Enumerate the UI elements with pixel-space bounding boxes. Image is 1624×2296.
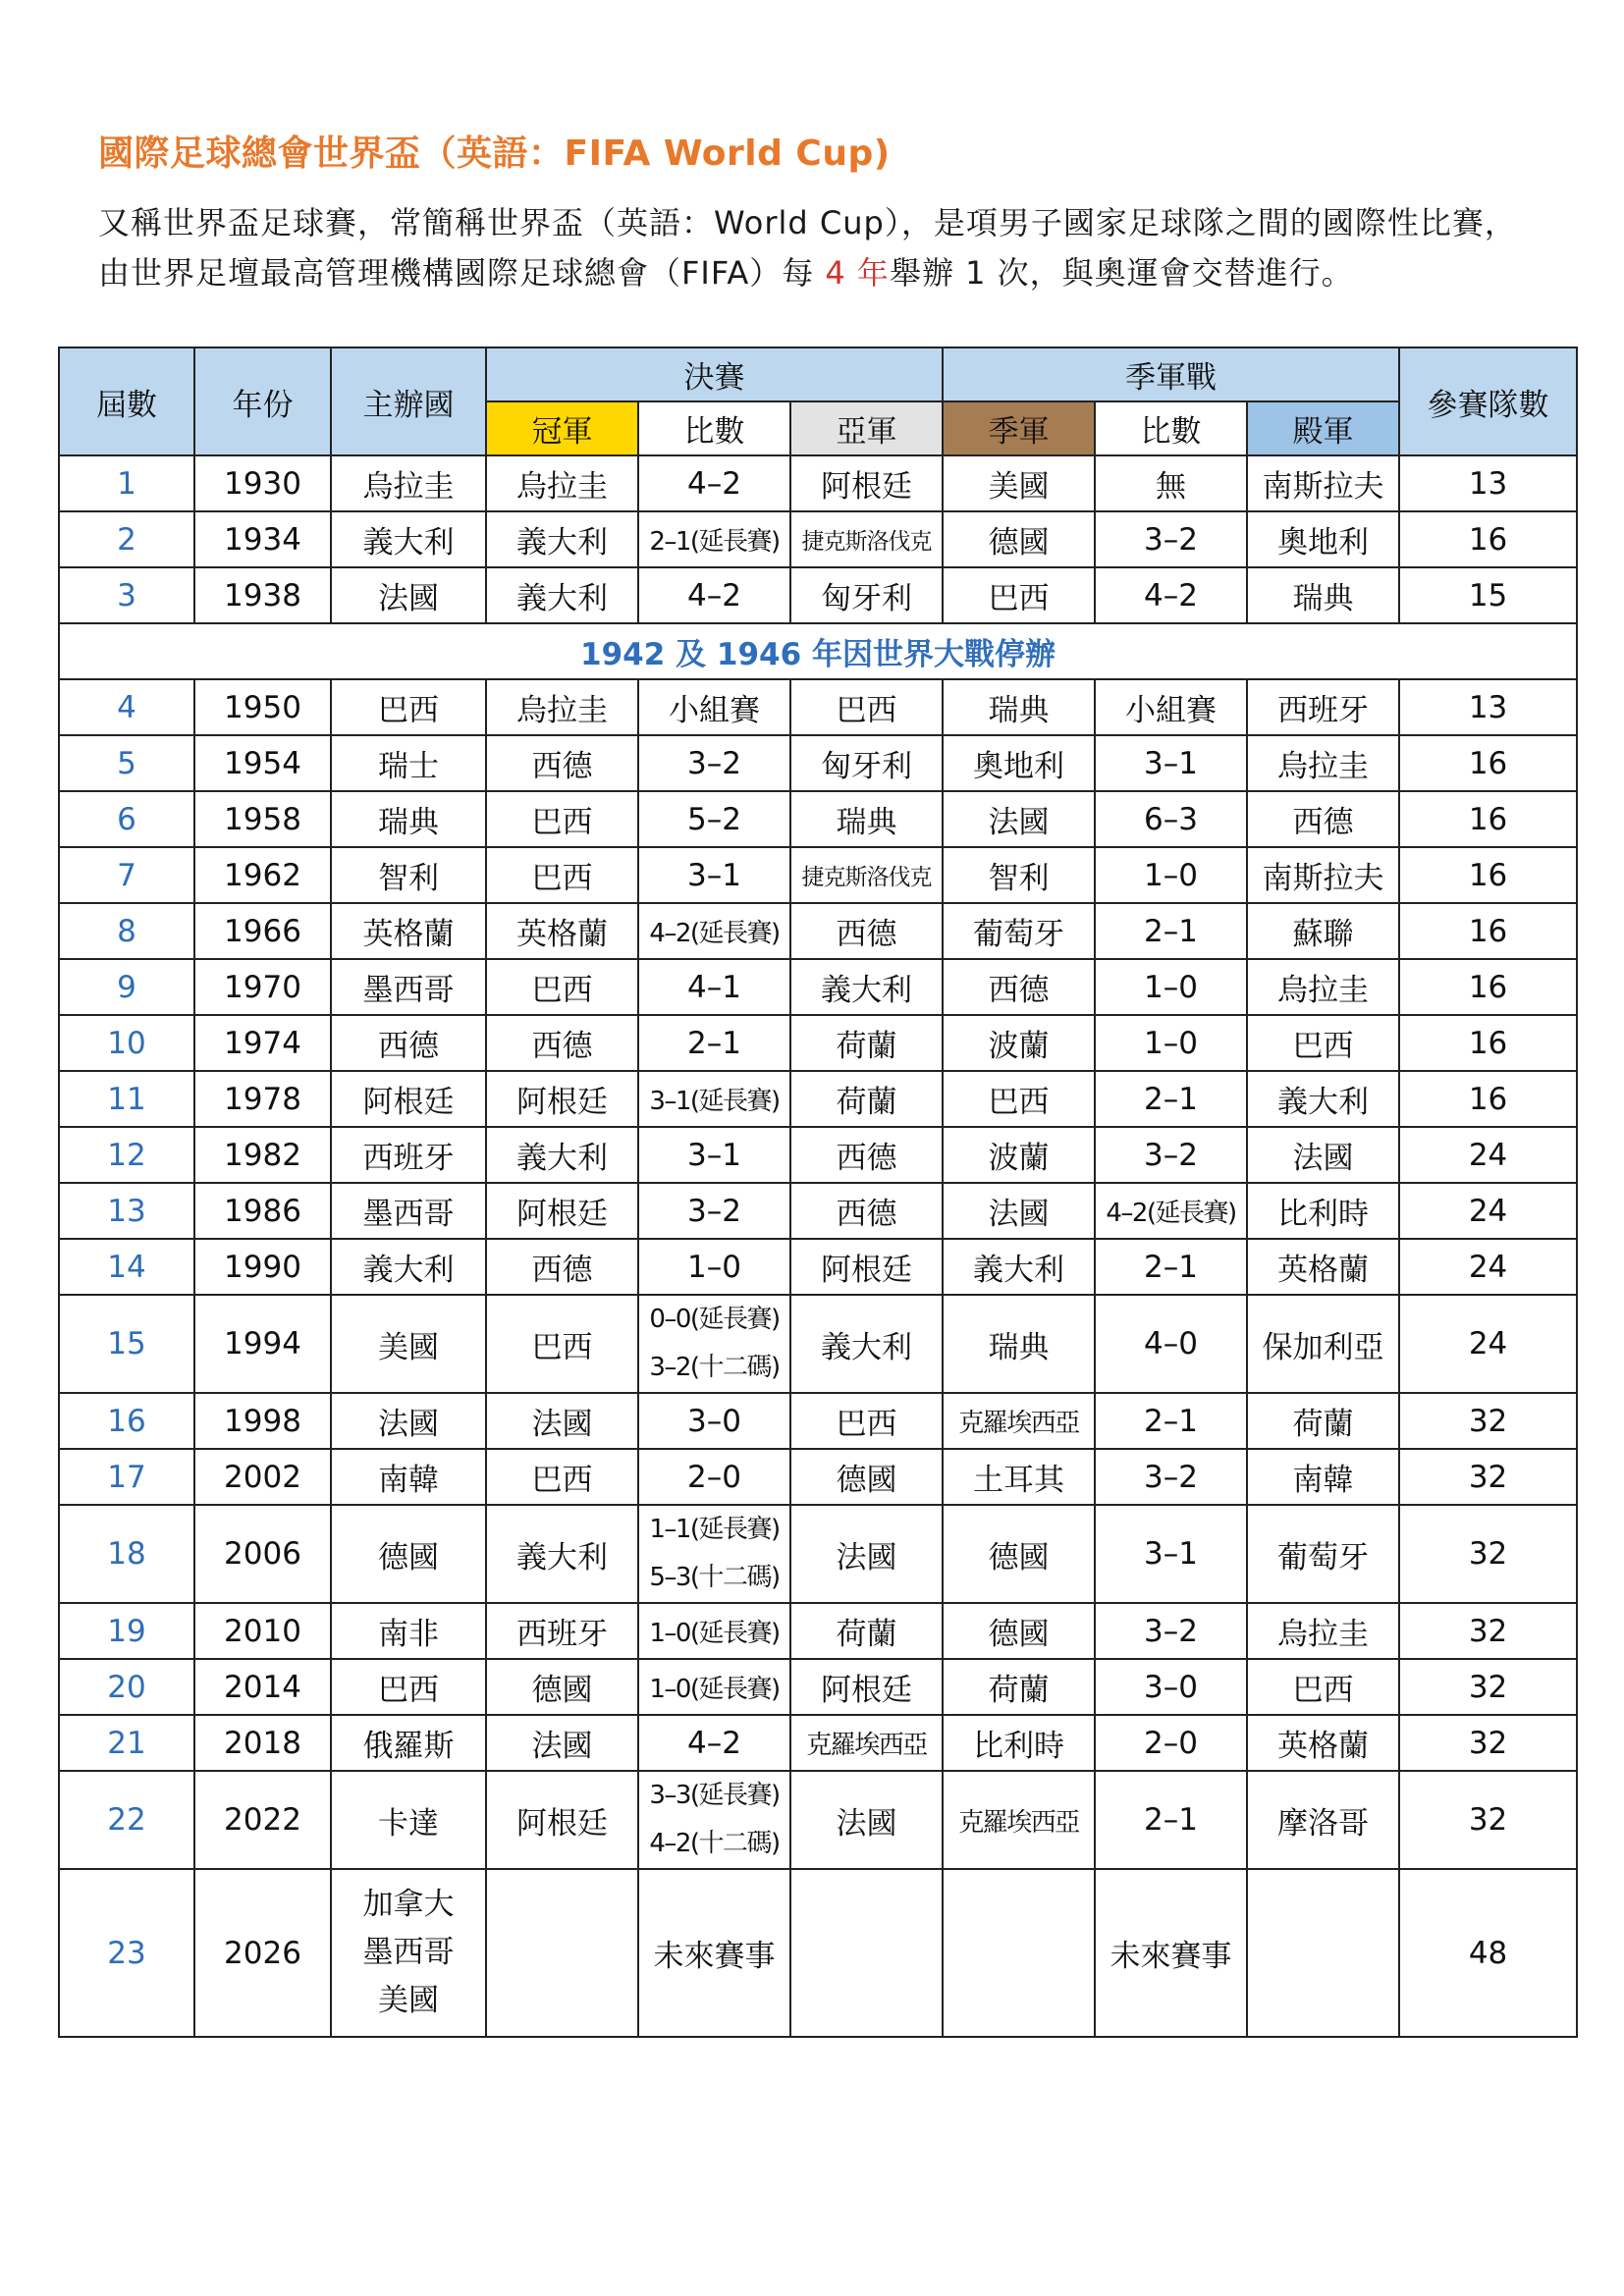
table-body — [59, 455, 1577, 2037]
fourth-cell: 英格蘭 — [1247, 1239, 1399, 1295]
edition-cell: 4 — [59, 679, 194, 735]
notice-row — [59, 623, 1577, 679]
intro-line-2 — [98, 248, 1551, 298]
edition-cell: 9 — [59, 959, 194, 1015]
edition-cell: 18 — [59, 1505, 194, 1603]
third-cell: 波蘭 — [943, 1127, 1095, 1183]
score-cell: 4–1 — [638, 959, 790, 1015]
header-edition: 屆數 — [59, 347, 194, 455]
edition-cell: 14 — [59, 1239, 194, 1295]
score2-cell: 3–2 — [1095, 1127, 1247, 1183]
edition-cell: 23 — [59, 1869, 194, 2037]
score-cell: 1–0(延長賽) — [638, 1659, 790, 1715]
edition-cell: 10 — [59, 1015, 194, 1071]
teams-cell: 32 — [1399, 1505, 1577, 1603]
table-row — [59, 1505, 1577, 1603]
header-teams: 參賽隊數 — [1399, 347, 1577, 455]
edition-cell: 12 — [59, 1127, 194, 1183]
year-cell: 1962 — [194, 847, 331, 903]
score2-cell: 6–3 — [1095, 791, 1247, 847]
edition-cell: 19 — [59, 1603, 194, 1659]
intro-line-2-start: 由世界足壇最高管理機構國際足球總會（FIFA）每 — [98, 254, 826, 292]
year-cell: 1950 — [194, 679, 331, 735]
host-cell: 墨西哥 — [331, 959, 486, 1015]
runner-up-cell: 西德 — [790, 1183, 943, 1239]
fourth-cell: 蘇聯 — [1247, 903, 1399, 959]
fourth-cell: 英格蘭 — [1247, 1715, 1399, 1771]
runner-up-cell — [790, 1869, 943, 2037]
champion-cell: 法國 — [486, 1393, 638, 1449]
table-row — [59, 1295, 1577, 1393]
score-cell: 2–1 — [638, 1015, 790, 1071]
table-row — [59, 847, 1577, 903]
host-cell: 西班牙 — [331, 1127, 486, 1183]
fourth-cell: 摩洛哥 — [1247, 1771, 1399, 1869]
fourth-cell: 西班牙 — [1247, 679, 1399, 735]
host-cell: 瑞士 — [331, 735, 486, 791]
header-score: 比數 — [638, 401, 790, 455]
score2-cell: 4–0 — [1095, 1295, 1247, 1393]
runner-up-cell: 法國 — [790, 1771, 943, 1869]
notice-cell: 1942 及 1946 年因世界大戰停辦 — [59, 623, 1577, 679]
fourth-cell: 比利時 — [1247, 1183, 1399, 1239]
score-cell: 5–2 — [638, 791, 790, 847]
third-cell: 法國 — [943, 791, 1095, 847]
score2-cell: 2–1 — [1095, 1071, 1247, 1127]
third-cell: 瑞典 — [943, 1295, 1095, 1393]
host-cell: 巴西 — [331, 1659, 486, 1715]
table-row — [59, 1071, 1577, 1127]
edition-cell: 13 — [59, 1183, 194, 1239]
table-row — [59, 1449, 1577, 1505]
third-cell: 荷蘭 — [943, 1659, 1095, 1715]
header-fourth: 殿軍 — [1247, 401, 1399, 455]
host-cell: 法國 — [331, 1393, 486, 1449]
teams-cell: 16 — [1399, 903, 1577, 959]
third-cell: 波蘭 — [943, 1015, 1095, 1071]
host-cell: 烏拉圭 — [331, 455, 486, 511]
teams-cell: 32 — [1399, 1603, 1577, 1659]
teams-cell: 16 — [1399, 1071, 1577, 1127]
edition-cell: 1 — [59, 455, 194, 511]
champion-cell: 義大利 — [486, 1127, 638, 1183]
third-cell: 比利時 — [943, 1715, 1095, 1771]
stacked-line: 0–0(延長賽) — [649, 1305, 780, 1334]
teams-cell: 24 — [1399, 1183, 1577, 1239]
host-cell: 義大利 — [331, 511, 486, 567]
edition-cell: 15 — [59, 1295, 194, 1393]
score-cell: 3–2 — [638, 735, 790, 791]
table-row — [59, 1659, 1577, 1715]
host-cell: 西德 — [331, 1015, 486, 1071]
score-cell — [638, 1295, 790, 1393]
teams-cell: 32 — [1399, 1715, 1577, 1771]
runner-up-cell: 匈牙利 — [790, 735, 943, 791]
champion-cell: 巴西 — [486, 847, 638, 903]
score-cell: 3–2 — [638, 1183, 790, 1239]
table-header — [59, 347, 1577, 455]
fourth-cell: 西德 — [1247, 791, 1399, 847]
stacked-line: 5–3(十二碼) — [649, 1563, 780, 1592]
score-cell: 4–2 — [638, 1715, 790, 1771]
table-row — [59, 1183, 1577, 1239]
score2-cell: 1–0 — [1095, 847, 1247, 903]
champion-cell: 阿根廷 — [486, 1071, 638, 1127]
edition-cell: 5 — [59, 735, 194, 791]
edition-cell: 20 — [59, 1659, 194, 1715]
teams-cell: 24 — [1399, 1127, 1577, 1183]
champion-cell: 義大利 — [486, 1505, 638, 1603]
table-row — [59, 679, 1577, 735]
teams-cell: 48 — [1399, 1869, 1577, 2037]
fourth-cell — [1247, 1869, 1399, 2037]
table-row — [59, 1715, 1577, 1771]
header-score-2: 比數 — [1095, 401, 1247, 455]
page-title: 國際足球總會世界盃（英語：FIFA World Cup) — [98, 133, 891, 174]
year-cell: 1930 — [194, 455, 331, 511]
runner-up-cell: 巴西 — [790, 1393, 943, 1449]
champion-cell: 巴西 — [486, 791, 638, 847]
score-cell: 4–2 — [638, 567, 790, 623]
champion-cell — [486, 1869, 638, 2037]
score-cell: 小組賽 — [638, 679, 790, 735]
table-row — [59, 959, 1577, 1015]
runner-up-cell: 義大利 — [790, 1295, 943, 1393]
year-cell: 1998 — [194, 1393, 331, 1449]
fourth-cell: 南韓 — [1247, 1449, 1399, 1505]
champion-cell: 巴西 — [486, 1449, 638, 1505]
champion-cell: 英格蘭 — [486, 903, 638, 959]
host-cell: 美國 — [331, 1295, 486, 1393]
header-final: 決賽 — [486, 347, 943, 401]
year-cell: 1986 — [194, 1183, 331, 1239]
year-cell: 2002 — [194, 1449, 331, 1505]
year-cell: 1938 — [194, 567, 331, 623]
fourth-cell: 葡萄牙 — [1247, 1505, 1399, 1603]
score2-cell: 1–0 — [1095, 959, 1247, 1015]
third-cell: 法國 — [943, 1183, 1095, 1239]
runner-up-cell: 阿根廷 — [790, 1239, 943, 1295]
fourth-cell: 巴西 — [1247, 1015, 1399, 1071]
header-host: 主辦國 — [331, 347, 486, 455]
runner-up-cell: 阿根廷 — [790, 455, 943, 511]
champion-cell: 西班牙 — [486, 1603, 638, 1659]
host-cell: 俄羅斯 — [331, 1715, 486, 1771]
header-runner-up: 亞軍 — [790, 401, 943, 455]
stacked-line: 墨西哥 — [362, 1935, 455, 1970]
score2-cell: 3–1 — [1095, 735, 1247, 791]
score-cell — [638, 1505, 790, 1603]
year-cell: 1974 — [194, 1015, 331, 1071]
score-cell: 1–0(延長賽) — [638, 1603, 790, 1659]
fourth-cell: 法國 — [1247, 1127, 1399, 1183]
runner-up-cell: 德國 — [790, 1449, 943, 1505]
score2-cell: 3–1 — [1095, 1505, 1247, 1603]
third-cell: 瑞典 — [943, 679, 1095, 735]
teams-cell: 16 — [1399, 1015, 1577, 1071]
teams-cell: 16 — [1399, 847, 1577, 903]
host-cell: 阿根廷 — [331, 1071, 486, 1127]
header-year: 年份 — [194, 347, 331, 455]
runner-up-cell: 捷克斯洛伐克 — [790, 847, 943, 903]
score-cell: 4–2 — [638, 455, 790, 511]
year-cell: 1934 — [194, 511, 331, 567]
fourth-cell: 保加利亞 — [1247, 1295, 1399, 1393]
score2-cell: 3–2 — [1095, 511, 1247, 567]
host-cell: 智利 — [331, 847, 486, 903]
runner-up-cell: 荷蘭 — [790, 1603, 943, 1659]
table-row — [59, 455, 1577, 511]
table-row — [59, 1603, 1577, 1659]
champion-cell: 巴西 — [486, 1295, 638, 1393]
edition-cell: 21 — [59, 1715, 194, 1771]
stacked-line: 3–2(十二碼) — [649, 1353, 780, 1382]
host-cell: 南非 — [331, 1603, 486, 1659]
runner-up-cell: 瑞典 — [790, 791, 943, 847]
year-cell: 2006 — [194, 1505, 331, 1603]
fourth-cell: 義大利 — [1247, 1071, 1399, 1127]
champion-cell: 阿根廷 — [486, 1183, 638, 1239]
champion-cell: 義大利 — [486, 567, 638, 623]
champion-cell: 阿根廷 — [486, 1771, 638, 1869]
fourth-cell: 瑞典 — [1247, 567, 1399, 623]
score2-cell: 2–0 — [1095, 1715, 1247, 1771]
score-cell — [638, 1771, 790, 1869]
year-cell: 1978 — [194, 1071, 331, 1127]
host-cell: 英格蘭 — [331, 903, 486, 959]
year-cell: 2022 — [194, 1771, 331, 1869]
fourth-cell: 巴西 — [1247, 1659, 1399, 1715]
third-cell: 德國 — [943, 511, 1095, 567]
runner-up-cell: 西德 — [790, 1127, 943, 1183]
score-cell: 未來賽事 — [638, 1869, 790, 2037]
table-row — [59, 1015, 1577, 1071]
score2-cell: 無 — [1095, 455, 1247, 511]
stacked-line: 1–1(延長賽) — [649, 1515, 780, 1544]
year-cell: 1990 — [194, 1239, 331, 1295]
edition-cell: 7 — [59, 847, 194, 903]
host-cell: 南韓 — [331, 1449, 486, 1505]
teams-cell: 32 — [1399, 1771, 1577, 1869]
teams-cell: 24 — [1399, 1295, 1577, 1393]
runner-up-cell: 荷蘭 — [790, 1071, 943, 1127]
world-cup-table — [58, 347, 1578, 2038]
stacked-line: 4–2(十二碼) — [649, 1829, 780, 1858]
teams-cell: 13 — [1399, 455, 1577, 511]
third-cell: 克羅埃西亞 — [943, 1771, 1095, 1869]
champion-cell: 義大利 — [486, 511, 638, 567]
stacked-line: 加拿大 — [362, 1887, 455, 1922]
fourth-cell: 烏拉圭 — [1247, 735, 1399, 791]
runner-up-cell: 法國 — [790, 1505, 943, 1603]
host-cell: 墨西哥 — [331, 1183, 486, 1239]
runner-up-cell: 義大利 — [790, 959, 943, 1015]
score2-cell: 3–0 — [1095, 1659, 1247, 1715]
score2-cell: 3–2 — [1095, 1603, 1247, 1659]
score2-cell: 2–1 — [1095, 1239, 1247, 1295]
fourth-cell: 南斯拉夫 — [1247, 847, 1399, 903]
year-cell: 2014 — [194, 1659, 331, 1715]
runner-up-cell: 捷克斯洛伐克 — [790, 511, 943, 567]
third-cell: 美國 — [943, 455, 1095, 511]
fourth-cell: 荷蘭 — [1247, 1393, 1399, 1449]
champion-cell: 烏拉圭 — [486, 455, 638, 511]
table-row — [59, 1127, 1577, 1183]
intro-line-2-end: 舉辦 1 次，與奧運會交替進行。 — [889, 254, 1354, 292]
score-cell: 4–2(延長賽) — [638, 903, 790, 959]
teams-cell: 32 — [1399, 1449, 1577, 1505]
teams-cell: 16 — [1399, 791, 1577, 847]
champion-cell: 西德 — [486, 735, 638, 791]
champion-cell: 巴西 — [486, 959, 638, 1015]
score2-cell: 2–1 — [1095, 903, 1247, 959]
table-row — [59, 511, 1577, 567]
champion-cell: 德國 — [486, 1659, 638, 1715]
runner-up-cell: 西德 — [790, 903, 943, 959]
teams-cell: 32 — [1399, 1659, 1577, 1715]
year-cell: 1966 — [194, 903, 331, 959]
table-row — [59, 567, 1577, 623]
score-cell: 3–0 — [638, 1393, 790, 1449]
host-cell: 巴西 — [331, 679, 486, 735]
third-cell: 奧地利 — [943, 735, 1095, 791]
fourth-cell: 烏拉圭 — [1247, 1603, 1399, 1659]
edition-cell: 16 — [59, 1393, 194, 1449]
host-cell: 法國 — [331, 567, 486, 623]
runner-up-cell: 克羅埃西亞 — [790, 1715, 943, 1771]
score2-cell: 1–0 — [1095, 1015, 1247, 1071]
year-cell: 2010 — [194, 1603, 331, 1659]
score2-cell: 4–2 — [1095, 567, 1247, 623]
host-cell: 義大利 — [331, 1239, 486, 1295]
third-cell: 葡萄牙 — [943, 903, 1095, 959]
score2-cell: 小組賽 — [1095, 679, 1247, 735]
score-cell: 1–0 — [638, 1239, 790, 1295]
teams-cell: 16 — [1399, 735, 1577, 791]
edition-cell: 3 — [59, 567, 194, 623]
score2-cell: 未來賽事 — [1095, 1869, 1247, 2037]
third-cell: 西德 — [943, 959, 1095, 1015]
runner-up-cell: 阿根廷 — [790, 1659, 943, 1715]
teams-cell: 24 — [1399, 1239, 1577, 1295]
runner-up-cell: 匈牙利 — [790, 567, 943, 623]
edition-cell: 22 — [59, 1771, 194, 1869]
score2-cell: 3–2 — [1095, 1449, 1247, 1505]
year-cell: 1970 — [194, 959, 331, 1015]
runner-up-cell: 荷蘭 — [790, 1015, 943, 1071]
year-cell: 1954 — [194, 735, 331, 791]
teams-cell: 16 — [1399, 959, 1577, 1015]
stacked-line: 3–3(延長賽) — [649, 1781, 780, 1810]
edition-cell: 11 — [59, 1071, 194, 1127]
third-cell: 德國 — [943, 1603, 1095, 1659]
year-cell: 2026 — [194, 1869, 331, 2037]
table-row — [59, 735, 1577, 791]
year-cell: 2018 — [194, 1715, 331, 1771]
third-cell: 克羅埃西亞 — [943, 1393, 1095, 1449]
year-cell: 1982 — [194, 1127, 331, 1183]
third-cell: 義大利 — [943, 1239, 1095, 1295]
score2-cell: 2–1 — [1095, 1393, 1247, 1449]
table-row — [59, 903, 1577, 959]
score2-cell: 4–2(延長賽) — [1095, 1183, 1247, 1239]
score-cell: 3–1 — [638, 1127, 790, 1183]
header-third: 季軍 — [943, 401, 1095, 455]
edition-cell: 2 — [59, 511, 194, 567]
year-cell: 1958 — [194, 791, 331, 847]
third-cell: 德國 — [943, 1505, 1095, 1603]
host-cell: 瑞典 — [331, 791, 486, 847]
score-cell: 3–1(延長賽) — [638, 1071, 790, 1127]
score-cell: 2–0 — [638, 1449, 790, 1505]
score2-cell: 2–1 — [1095, 1771, 1247, 1869]
edition-cell: 17 — [59, 1449, 194, 1505]
host-cell: 卡達 — [331, 1771, 486, 1869]
champion-cell: 西德 — [486, 1239, 638, 1295]
third-cell — [943, 1869, 1095, 2037]
intro-highlight: 4 年 — [825, 254, 890, 292]
year-cell: 1994 — [194, 1295, 331, 1393]
third-cell: 巴西 — [943, 1071, 1095, 1127]
host-cell — [331, 1869, 486, 2037]
table-row — [59, 1239, 1577, 1295]
stacked-line: 美國 — [378, 1983, 439, 2018]
table-row — [59, 1771, 1577, 1869]
header-champion: 冠軍 — [486, 401, 638, 455]
table-row — [59, 1393, 1577, 1449]
third-cell: 智利 — [943, 847, 1095, 903]
teams-cell: 13 — [1399, 679, 1577, 735]
teams-cell: 32 — [1399, 1393, 1577, 1449]
champion-cell: 法國 — [486, 1715, 638, 1771]
edition-cell: 8 — [59, 903, 194, 959]
fourth-cell: 南斯拉夫 — [1247, 455, 1399, 511]
teams-cell: 15 — [1399, 567, 1577, 623]
score-cell: 3–1 — [638, 847, 790, 903]
header-third-place-match: 季軍戰 — [943, 347, 1399, 401]
intro-line-1: 又稱世界盃足球賽，常簡稱世界盃（英語：World Cup），是項男子國家足球隊之間的國際性比賽， — [98, 204, 1517, 241]
fourth-cell: 烏拉圭 — [1247, 959, 1399, 1015]
host-cell: 德國 — [331, 1505, 486, 1603]
champion-cell: 西德 — [486, 1015, 638, 1071]
teams-cell: 16 — [1399, 511, 1577, 567]
intro-paragraph — [98, 198, 1551, 298]
score-cell: 2–1(延長賽) — [638, 511, 790, 567]
runner-up-cell: 巴西 — [790, 679, 943, 735]
table-row — [59, 1869, 1577, 2037]
third-cell: 土耳其 — [943, 1449, 1095, 1505]
third-cell: 巴西 — [943, 567, 1095, 623]
champion-cell: 烏拉圭 — [486, 679, 638, 735]
fourth-cell: 奧地利 — [1247, 511, 1399, 567]
table-row — [59, 791, 1577, 847]
edition-cell: 6 — [59, 791, 194, 847]
